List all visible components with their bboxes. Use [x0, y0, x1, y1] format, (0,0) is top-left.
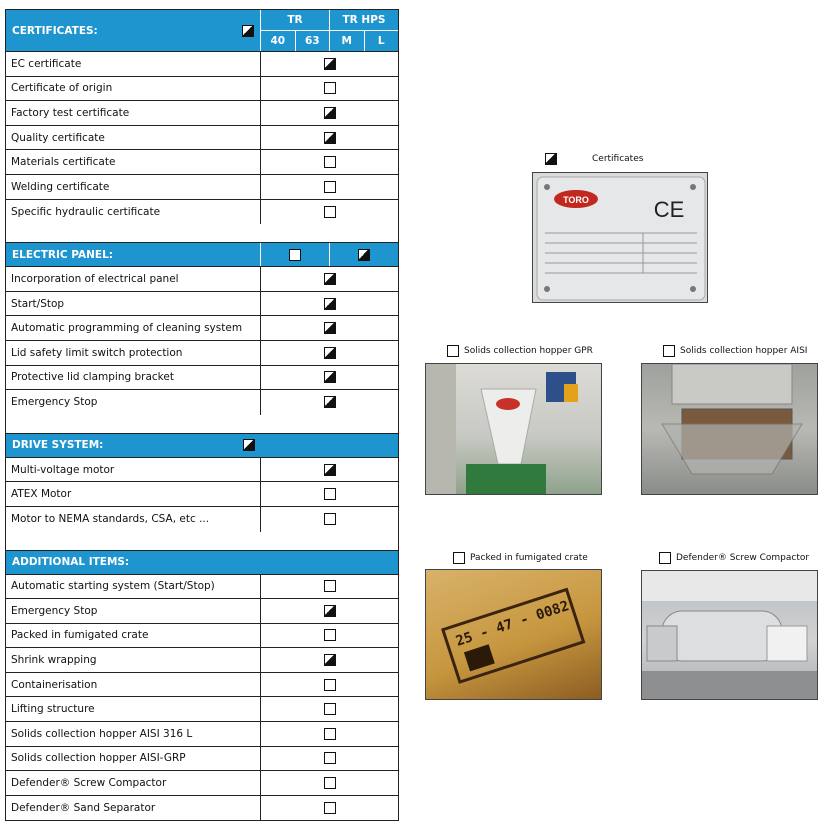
caption-crate: Packed in fumigated crate: [453, 552, 588, 564]
electric-panel-title: ELECTRIC PANEL:: [6, 243, 261, 266]
drive-system-checkbox[interactable]: [243, 439, 255, 451]
table-row: [6, 648, 398, 673]
empty-checkbox[interactable]: [324, 679, 336, 691]
compactor-image: [642, 571, 818, 700]
checked-checkbox[interactable]: [324, 396, 336, 408]
row-value: [261, 482, 398, 506]
row-value: [261, 771, 398, 795]
checked-checkbox[interactable]: [324, 107, 336, 119]
hopper-aisi-photo: [641, 363, 818, 495]
electric-trhps-checkbox[interactable]: [358, 249, 370, 261]
compactor-photo: [641, 570, 818, 700]
row-value: [261, 200, 398, 225]
empty-checkbox[interactable]: [324, 802, 336, 814]
plate-ce-mark: CE: [653, 197, 685, 222]
caption-certificates-checkbox[interactable]: [545, 153, 557, 165]
row-label: Solids collection hopper AISI-GRP: [6, 747, 261, 771]
empty-checkbox[interactable]: [324, 513, 336, 525]
table-row: [6, 390, 398, 415]
row-value: [261, 77, 398, 101]
empty-checkbox[interactable]: [324, 580, 336, 592]
table-row: [6, 482, 398, 507]
crate-photo: [425, 569, 602, 700]
table-row: [6, 126, 398, 151]
table-row: [6, 673, 398, 698]
hopper-gpr-image: [426, 364, 602, 495]
empty-checkbox[interactable]: [324, 752, 336, 764]
row-value: [261, 101, 398, 125]
row-value: [261, 458, 398, 482]
drive-system-header: [6, 434, 398, 458]
row-value: [261, 292, 398, 316]
row-label: Lid safety limit switch protection: [6, 341, 261, 365]
empty-checkbox[interactable]: [324, 206, 336, 218]
table-row: [6, 624, 398, 649]
row-value: [261, 697, 398, 721]
table-row: [6, 316, 398, 341]
section-spacer: [6, 415, 398, 434]
checked-checkbox[interactable]: [324, 58, 336, 70]
empty-checkbox[interactable]: [324, 82, 336, 94]
empty-checkbox[interactable]: [324, 629, 336, 641]
section-spacer: [6, 532, 398, 551]
table-row: [6, 599, 398, 624]
table-row: [6, 292, 398, 317]
checked-checkbox[interactable]: [324, 347, 336, 359]
electric-list: [6, 267, 398, 415]
row-label: Incorporation of electrical panel: [6, 267, 261, 291]
checked-checkbox[interactable]: [324, 322, 336, 334]
row-label: Certificate of origin: [6, 77, 261, 101]
checked-checkbox[interactable]: [324, 273, 336, 285]
row-label: Emergency Stop: [6, 390, 261, 415]
crate-image: [426, 570, 602, 700]
table-row: [6, 796, 398, 821]
row-label: Lifting structure: [6, 697, 261, 721]
row-label: Welding certificate: [6, 175, 261, 199]
row-label: Specific hydraulic certificate: [6, 200, 261, 225]
certificates-checkbox[interactable]: [242, 25, 254, 37]
empty-checkbox[interactable]: [324, 156, 336, 168]
row-label: Emergency Stop: [6, 599, 261, 623]
caption-hopper-aisi: Solids collection hopper AISI: [663, 345, 807, 357]
row-value: [261, 673, 398, 697]
table-row: [6, 575, 398, 600]
row-value: [261, 267, 398, 291]
row-value: [261, 366, 398, 390]
col-63: 63: [295, 31, 330, 51]
options-table: [5, 9, 399, 821]
table-row: [6, 150, 398, 175]
certificates-header: [6, 10, 398, 52]
row-label: Packed in fumigated crate: [6, 624, 261, 648]
row-value: [261, 507, 398, 532]
table-row: [6, 507, 398, 532]
row-label: Motor to NEMA standards, CSA, etc ...: [6, 507, 261, 532]
drive-list: [6, 458, 398, 532]
row-label: Multi-voltage motor: [6, 458, 261, 482]
empty-checkbox[interactable]: [324, 728, 336, 740]
checked-checkbox[interactable]: [324, 132, 336, 144]
row-label: EC certificate: [6, 52, 261, 76]
row-value: [261, 722, 398, 746]
additional-items-title: ADDITIONAL ITEMS:: [12, 556, 130, 568]
row-value: [261, 126, 398, 150]
caption-certificates: Certificates: [545, 153, 643, 165]
row-value: [261, 316, 398, 340]
table-row: [6, 697, 398, 722]
certificate-plate-image: [533, 173, 708, 303]
col-m: M: [329, 31, 364, 51]
table-row: [6, 366, 398, 391]
caption-hopper-aisi-checkbox[interactable]: [663, 345, 675, 357]
row-label: Factory test certificate: [6, 101, 261, 125]
table-row: [6, 458, 398, 483]
empty-checkbox[interactable]: [324, 703, 336, 715]
caption-compactor: Defender® Screw Compactor: [659, 552, 809, 564]
hopper-gpr-photo: [425, 363, 602, 495]
row-value: [261, 390, 398, 415]
group-tr: TR: [287, 14, 303, 26]
hopper-aisi-image: [642, 364, 818, 495]
row-value: [261, 52, 398, 76]
row-value: [261, 599, 398, 623]
row-label: Protective lid clamping bracket: [6, 366, 261, 390]
row-value: [261, 796, 398, 821]
empty-checkbox[interactable]: [324, 777, 336, 789]
additional-list: [6, 575, 398, 821]
row-value: [261, 747, 398, 771]
col-40: 40: [270, 35, 286, 47]
caption-hopper-gpr-checkbox[interactable]: [447, 345, 459, 357]
row-label: Start/Stop: [6, 292, 261, 316]
row-value: [261, 575, 398, 599]
row-label: ATEX Motor: [6, 482, 261, 506]
plate-brand: TORO: [563, 195, 589, 205]
drive-system-title: DRIVE SYSTEM:: [12, 439, 104, 452]
caption-hopper-gpr: Solids collection hopper GPR: [447, 345, 593, 357]
electric-panel-header: [6, 243, 398, 267]
row-label: Containerisation: [6, 673, 261, 697]
table-row: [6, 175, 398, 200]
empty-checkbox[interactable]: [324, 181, 336, 193]
table-row: [6, 771, 398, 796]
row-label: Shrink wrapping: [6, 648, 261, 672]
col-l: L: [364, 31, 399, 51]
row-value: [261, 624, 398, 648]
table-row: [6, 722, 398, 747]
row-label: Solids collection hopper AISI 316 L: [6, 722, 261, 746]
table-row: [6, 267, 398, 292]
electric-tr-checkbox[interactable]: [289, 249, 301, 261]
row-label: Automatic programming of cleaning system: [6, 316, 261, 340]
table-row: [6, 52, 398, 77]
row-label: Defender® Sand Separator: [6, 796, 261, 821]
additional-items-header: [6, 551, 398, 575]
table-row: [6, 747, 398, 772]
empty-checkbox[interactable]: [324, 488, 336, 500]
certificates-title: CERTIFICATES:: [12, 24, 98, 37]
checked-checkbox[interactable]: [324, 298, 336, 310]
row-label: Automatic starting system (Start/Stop): [6, 575, 261, 599]
certificate-plate-photo: [532, 172, 708, 303]
row-label: Quality certificate: [6, 126, 261, 150]
table-row: [6, 101, 398, 126]
caption-crate-checkbox[interactable]: [453, 552, 465, 564]
row-label: Materials certificate: [6, 150, 261, 174]
table-row: [6, 77, 398, 102]
table-row: [6, 200, 398, 225]
table-row: [6, 341, 398, 366]
checked-checkbox[interactable]: [324, 464, 336, 476]
caption-compactor-checkbox[interactable]: [659, 552, 671, 564]
row-value: [261, 648, 398, 672]
checked-checkbox[interactable]: [324, 371, 336, 383]
checked-checkbox[interactable]: [324, 654, 336, 666]
row-value: [261, 175, 398, 199]
checked-checkbox[interactable]: [324, 605, 336, 617]
group-tr-hps: TR HPS: [329, 10, 398, 30]
certificates-list: [6, 52, 398, 224]
row-label: Defender® Screw Compactor: [6, 771, 261, 795]
row-value: [261, 150, 398, 174]
row-value: [261, 341, 398, 365]
section-spacer: [6, 224, 398, 243]
crate-marking: 25 - 47 - 0082: [453, 598, 572, 650]
